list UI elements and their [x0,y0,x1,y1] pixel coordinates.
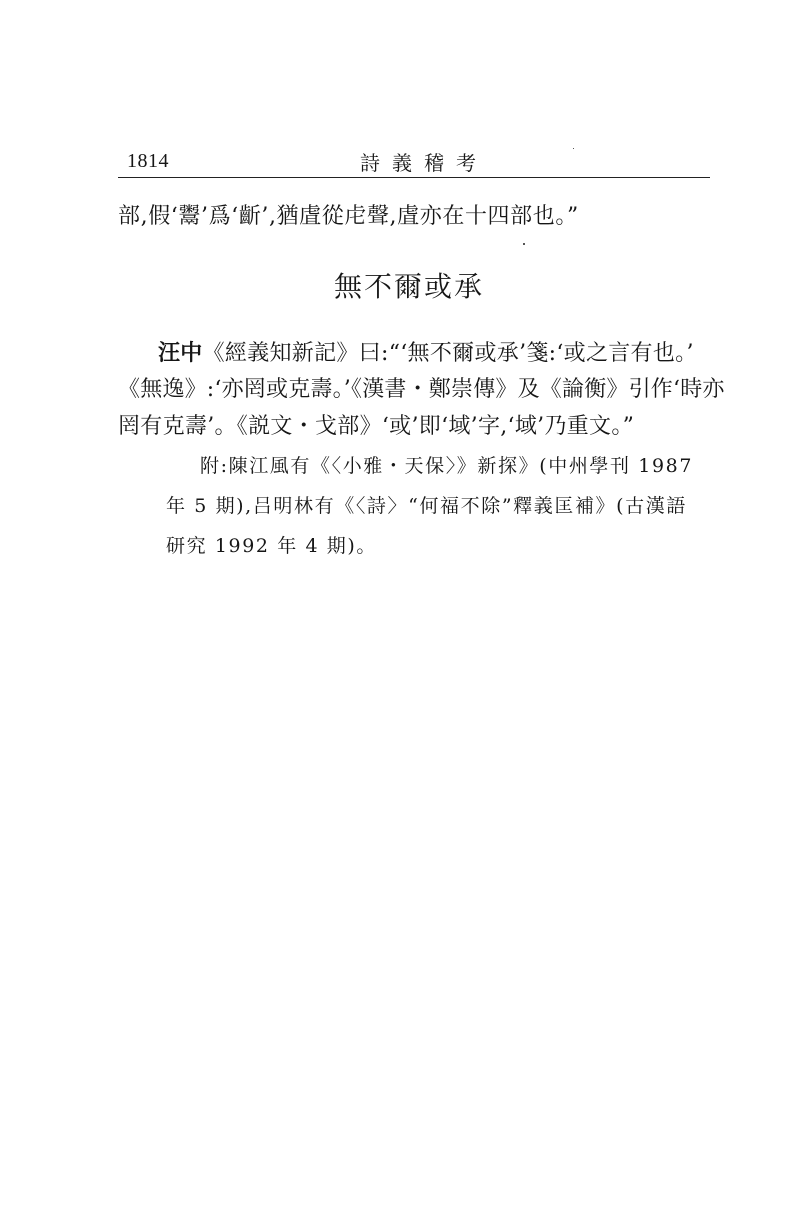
header-rule [118,177,710,178]
note-line-3: 研究 1992 年 4 期)。 [166,535,378,557]
paragraph-line-1 [158,338,694,369]
paragraph-line-2: 《無逸》:‘亦罔或克壽。’《漢書・鄭崇傳》及《論衡》引作‘時亦 [118,377,725,402]
paragraph-line-1-text: 《經義知新記》曰:“‘無不爾或承’箋:‘或之言有也。’ [202,341,694,366]
note-line-1: 附:陳江風有《〈小雅・天保〉》新探》(中州學刊 1987 [200,455,694,477]
note-line-2: 年 5 期),吕明林有《〈詩〉“何福不除”釋義匡補》(古漢語 [166,495,687,517]
section-title: 無不爾或承 [334,270,485,303]
continuation-line: 部,假‘鬻’爲‘齗’,猶虘從虍聲,虘亦在十四部也。” [118,204,579,229]
page-number: 1814 [127,150,169,172]
scan-speck [523,243,525,245]
author-name: 汪中 [158,340,203,366]
running-title: 詩義稽考 [360,151,488,175]
paragraph-line-3: 罔有克壽’。《説文・戈部》‘或’即‘域’字,‘域’乃重文。” [118,414,635,439]
scan-speck [573,148,574,149]
